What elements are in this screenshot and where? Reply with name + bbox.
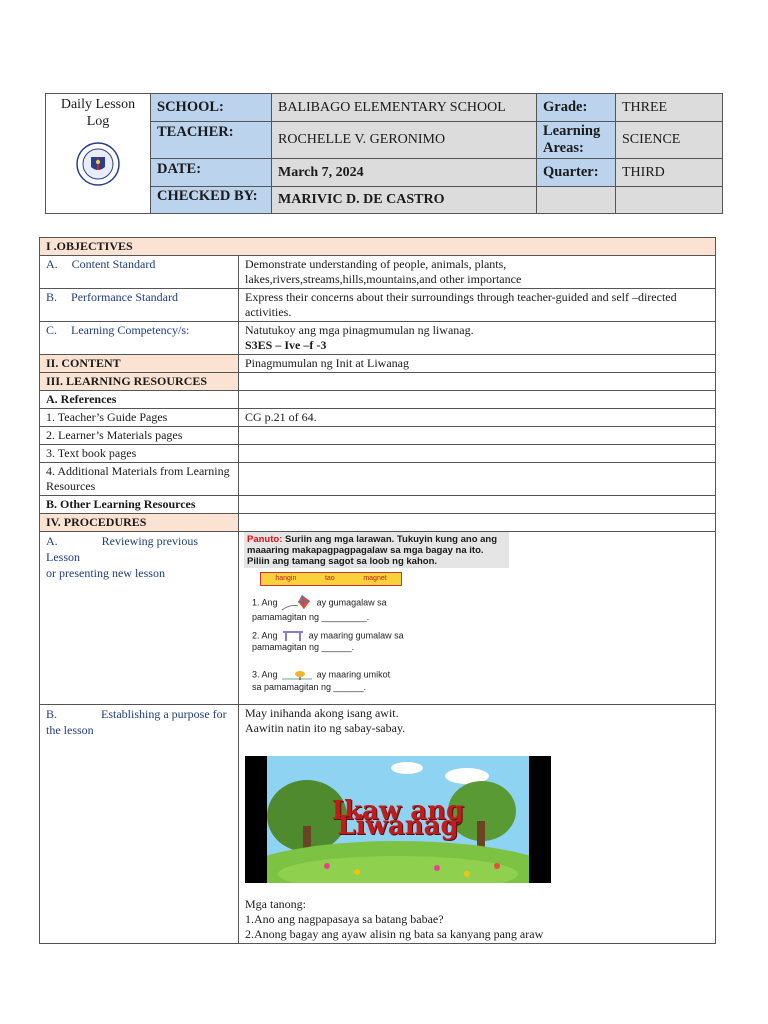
content-standard-label: Content Standard <box>71 257 156 271</box>
question-1 <box>252 594 387 623</box>
procedure-b-label: Establishing a purpose for <box>101 707 227 721</box>
table-row <box>40 705 716 944</box>
q-text: pamamagitan ng ______. <box>252 642 355 652</box>
competency-text: Natutukoy ang mga pinagmumulan ng liwanag. <box>245 323 474 337</box>
table-row <box>40 322 716 355</box>
empty-cell <box>616 187 723 214</box>
table-icon <box>280 630 306 642</box>
procedures-heading: IV. PROCEDURES <box>40 514 239 532</box>
table-row <box>40 391 716 409</box>
learning-areas-label: Learning Areas: <box>537 122 616 159</box>
lesson-header-table <box>45 93 723 214</box>
content-standard-line: lakes,rivers,streams,hills,mountains,and other importance <box>245 272 522 286</box>
objectives-heading: I .OBJECTIVES <box>40 238 716 256</box>
table-row <box>40 427 716 445</box>
date-label: DATE: <box>151 159 272 187</box>
quarter-value: THIRD <box>616 159 723 187</box>
procedure-a-label: or presenting new lesson <box>46 566 165 580</box>
performance-standard-cell <box>40 289 239 322</box>
q-text: 1. Ang <box>252 597 278 608</box>
additional-materials-label: 4. Additional Materials from Learning Resources <box>40 463 239 496</box>
panuto-label: Panuto: <box>247 534 283 545</box>
instructions-text: Suriin ang mga larawan. Tukuyin kung ano ang maaaring makapagpagpagalaw sa mga bagay na ito. Piliin ang tamang sagot sa loob ng kahon. <box>247 534 498 567</box>
textbook-pages-label: 3. Text book pages <box>40 445 239 463</box>
choice-item: hangin <box>275 575 297 582</box>
objectives-row <box>40 238 716 256</box>
top-toy-icon <box>280 668 314 682</box>
learning-competency-label: Learning Competency/s: <box>71 323 190 337</box>
empty-cell <box>239 373 716 391</box>
kite-icon <box>280 594 314 612</box>
item-letter: A. <box>46 534 58 548</box>
empty-cell <box>239 391 716 409</box>
procedure-b-content <box>239 705 716 944</box>
empty-cell <box>239 496 716 514</box>
q-text: sa pamamagitan ng ______. <box>252 682 367 692</box>
content-heading: II. CONTENT <box>40 355 239 373</box>
table-row <box>40 445 716 463</box>
checked-by-value: MARIVIC D. DE CASTRO <box>272 187 537 214</box>
references-heading: A. References <box>40 391 239 409</box>
table-row <box>40 496 716 514</box>
competency-code: S3ES – Ive –f -3 <box>245 338 327 352</box>
other-resources-label: B. Other Learning Resources <box>40 496 239 514</box>
q-text: 3. Ang <box>252 669 278 680</box>
grade-label: Grade: <box>537 94 616 122</box>
school-value: BALIBAGO ELEMENTARY SCHOOL <box>272 94 537 122</box>
procedure-a-content <box>239 532 716 705</box>
table-row <box>40 256 716 289</box>
lesson-plan-table <box>39 237 716 944</box>
school-label: SCHOOL: <box>151 94 272 122</box>
empty-cell <box>239 514 716 532</box>
choice-item: magnet <box>363 575 387 582</box>
table-row <box>40 463 716 496</box>
table-row <box>40 532 716 705</box>
log-title-cell <box>46 94 151 214</box>
performance-standard-label: Performance Standard <box>71 290 178 304</box>
empty-cell <box>239 427 716 445</box>
question-item: 2.Anong bagay ang ayaw alisin ng bata sa kanyang pang araw <box>245 927 544 941</box>
content-standard-cell <box>40 256 239 289</box>
purpose-line: Aawitin natin ito ng sabay-sabay. <box>245 721 406 735</box>
question-item: 1.Ano ang nagpapasaya sa batang babae? <box>245 912 444 926</box>
song-video-thumbnail[interactable] <box>245 756 551 883</box>
question-3 <box>252 668 390 693</box>
item-letter: C. <box>46 323 58 337</box>
choice-item: tao <box>324 575 335 582</box>
table-row <box>40 355 716 373</box>
item-letter: A. <box>46 257 58 271</box>
empty-cell <box>537 187 616 214</box>
q-text: ay maaring umikot <box>316 669 391 680</box>
teacher-value: ROCHELLE V. GERONIMO <box>272 122 537 159</box>
log-title: Daily Lesson Log <box>60 97 136 129</box>
empty-cell <box>239 445 716 463</box>
teachers-guide-label: 1. Teacher’s Guide Pages <box>40 409 239 427</box>
table-row <box>40 409 716 427</box>
grade-value: THREE <box>616 94 723 122</box>
learners-materials-label: 2. Learner’s Materials pages <box>40 427 239 445</box>
content-value: Pinagmumulan ng Init at Liwanag <box>239 355 716 373</box>
content-standard-line: Demonstrate understanding of people, animals, plants, <box>245 257 507 271</box>
worksheet-instructions <box>244 532 509 568</box>
resources-heading: III. LEARNING RESOURCES <box>40 373 239 391</box>
teachers-guide-value: CG p.21 of 64. <box>239 409 716 427</box>
content-standard-value <box>239 256 716 289</box>
performance-standard-value: Express their concerns about their surroundings through teacher-guided and self –directed activities. <box>239 289 716 322</box>
purpose-line: May inihanda akong isang awit. <box>245 706 399 720</box>
deped-seal-icon <box>76 142 120 186</box>
learning-competency-value <box>239 322 716 355</box>
learning-areas-value: SCIENCE <box>616 122 723 159</box>
table-row <box>40 373 716 391</box>
question-2 <box>252 630 404 653</box>
teacher-label: TEACHER: <box>151 122 272 159</box>
item-letter: B. <box>46 290 58 304</box>
questions-heading: Mga tanong: <box>245 897 306 911</box>
learning-competency-cell <box>40 322 239 355</box>
q-text: ay maaring gumalaw sa <box>308 630 404 641</box>
item-letter: B. <box>46 707 58 721</box>
table-row <box>40 514 716 532</box>
worksheet-image <box>244 532 509 704</box>
video-title: Ikaw ang Liwanag <box>331 796 465 841</box>
procedure-a-cell <box>40 532 239 705</box>
date-value: March 7, 2024 <box>272 159 537 187</box>
procedure-a-label: Reviewing previous Lesson <box>46 534 198 564</box>
procedure-b-label: the lesson <box>46 723 94 737</box>
quarter-label: Quarter: <box>537 159 616 187</box>
empty-cell <box>239 463 716 496</box>
q-text: ay gumagalaw sa <box>316 597 387 608</box>
choices-box <box>260 572 402 586</box>
checked-by-label: CHECKED BY: <box>151 187 272 214</box>
procedure-b-cell <box>40 705 239 944</box>
table-row <box>40 289 716 322</box>
q-text: pamamagitan ng _________. <box>252 612 370 622</box>
q-text: 2. Ang <box>252 630 278 641</box>
